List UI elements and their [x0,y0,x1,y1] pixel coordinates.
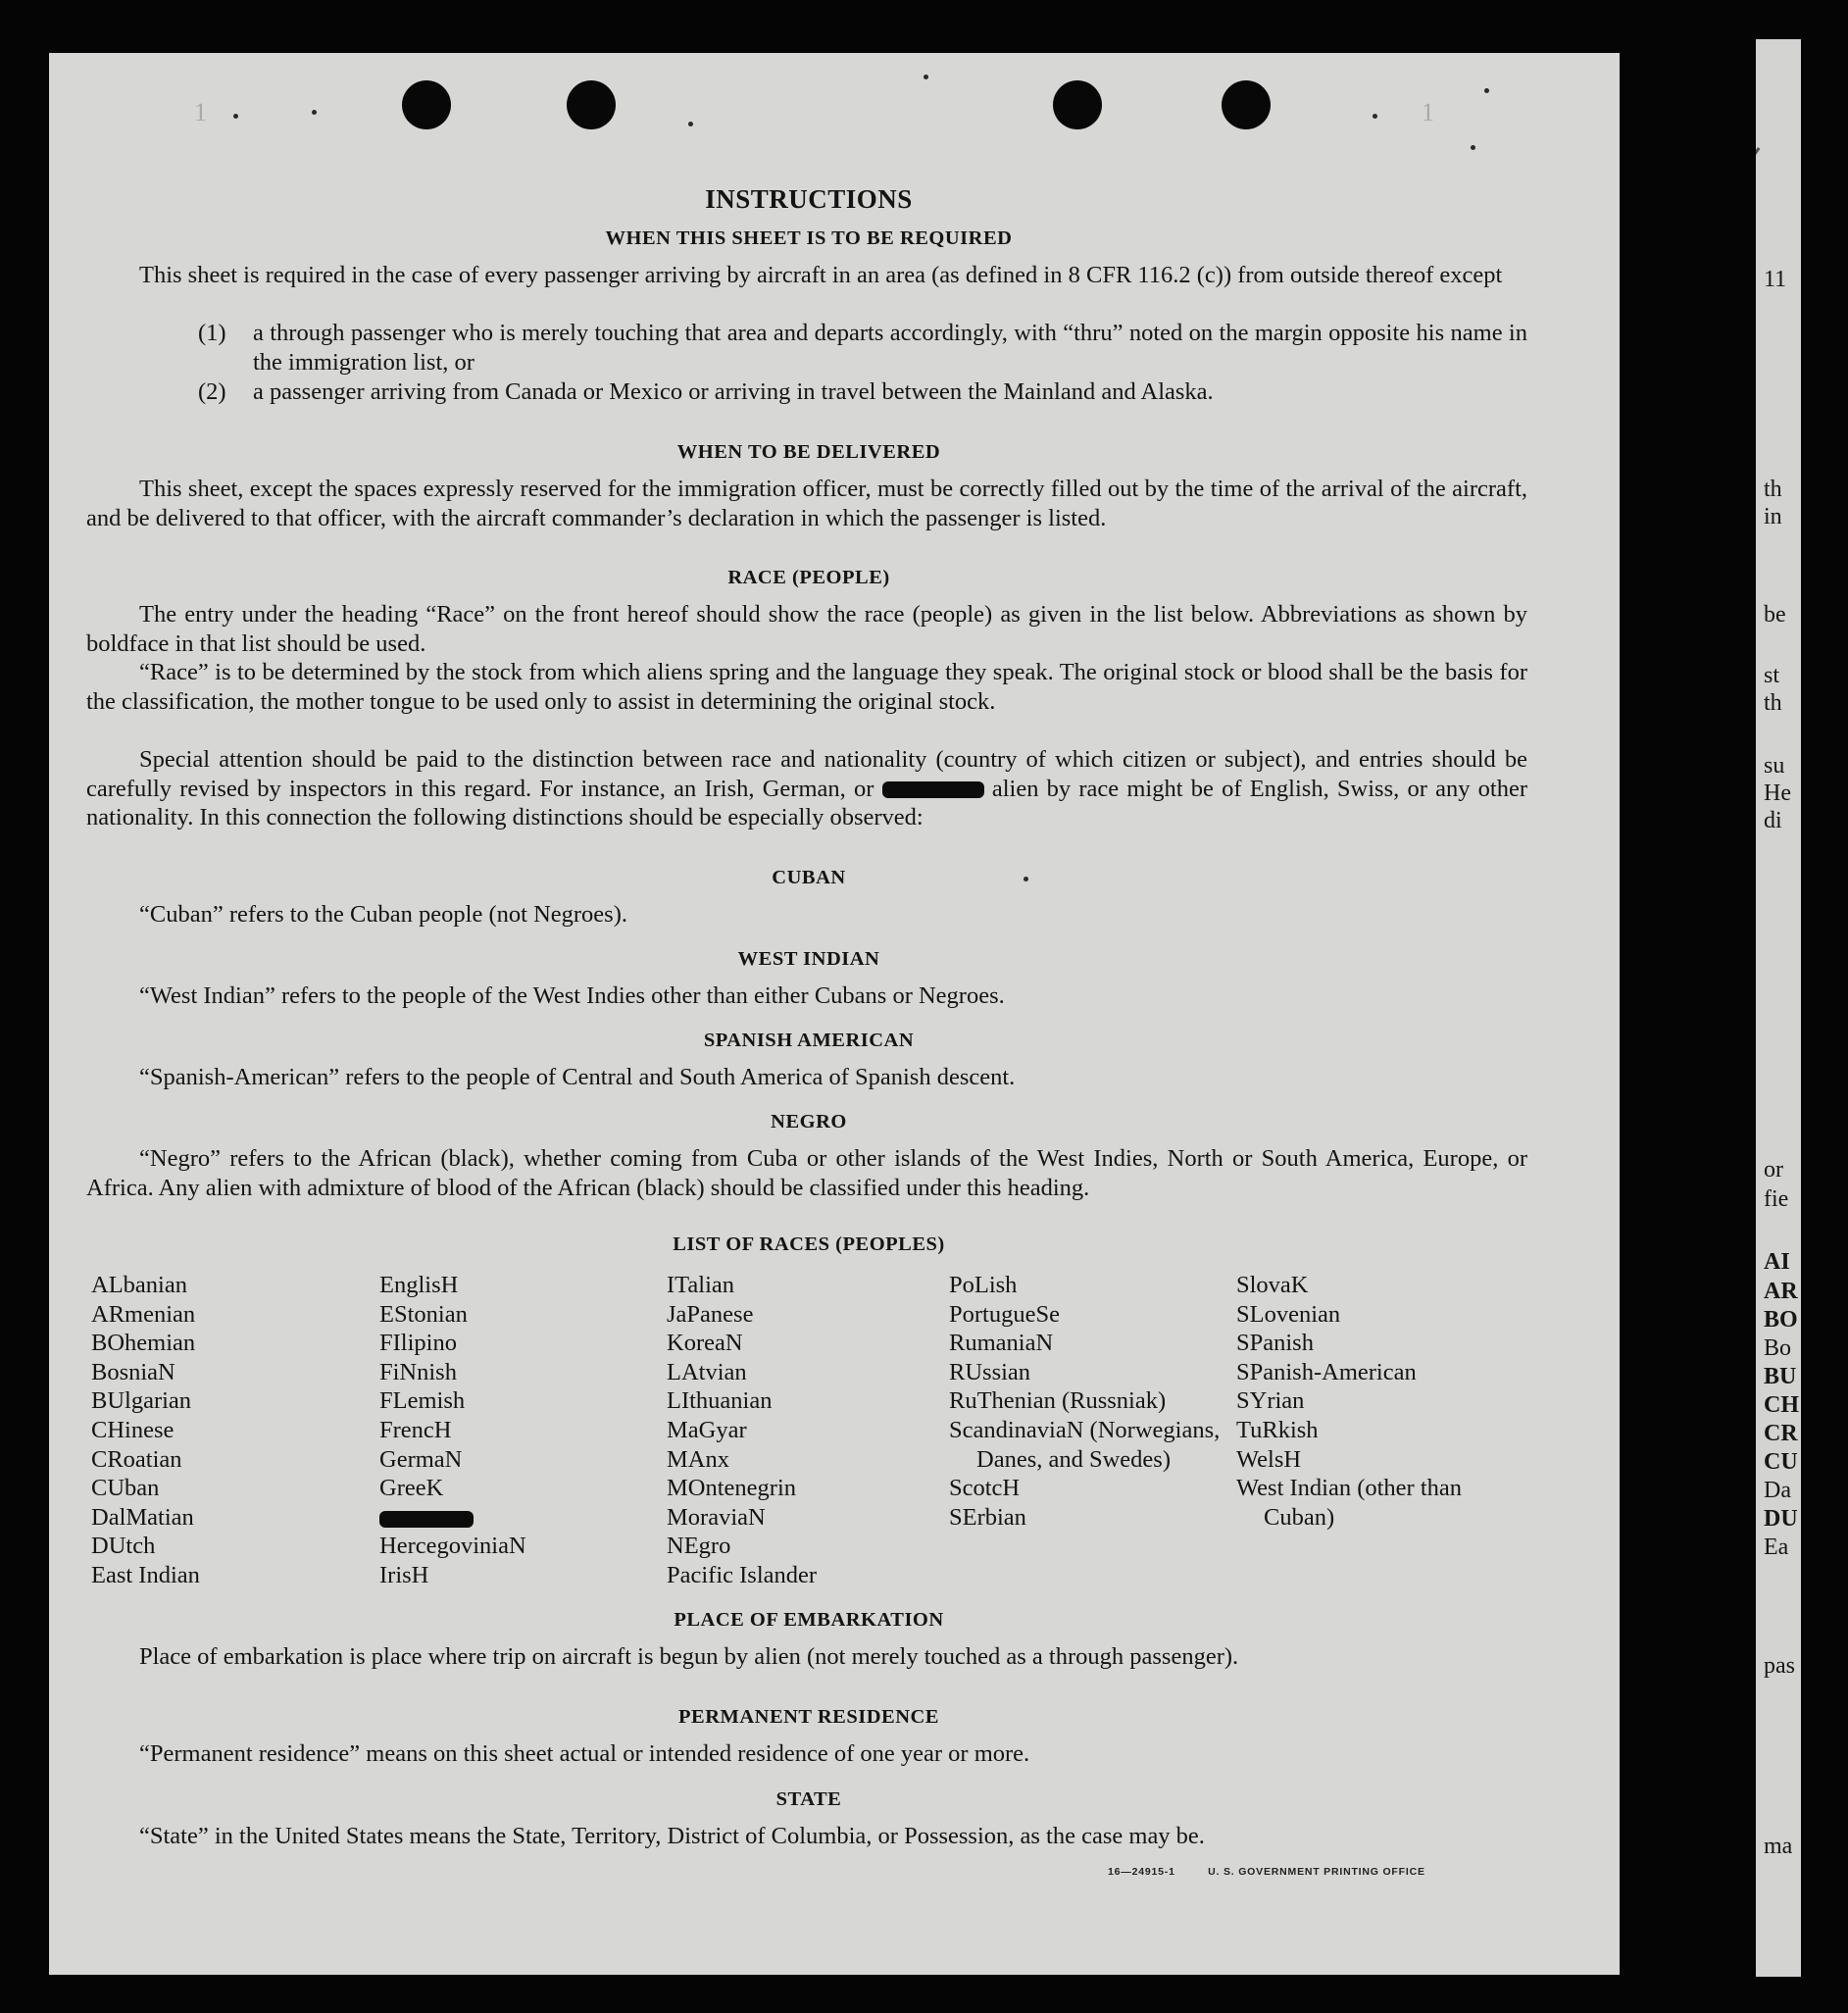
adjacent-page-edge [1756,39,1801,1977]
list-item: ScandinaviaN (Norwegians, Danes, and Swedes) [949,1416,1221,1473]
paragraph-negro: “Negro” refers to the African (black), whether coming from Cuba or other islands of the West Indies, North or South America, Europe, or Africa. Any alien with admixture of blood of the African (black) should be classified under this heading. [86,1145,1527,1201]
races-column-1 [91,1271,385,1590]
list-item: BOhemian [91,1330,196,1357]
section-heading-races-list: LIST OF RACES (PEOPLES) [673,1233,945,1255]
list-item: LIthuanian [667,1387,773,1415]
list-item: MAnx [667,1445,729,1473]
section-heading-when-delivered: WHEN TO BE DELIVERED [676,441,941,463]
adjacent-text-fragment: He [1764,780,1791,806]
adjacent-text-fragment: AI [1764,1249,1790,1275]
paragraph-when-required: This sheet is required in the case of every passenger arriving by aircraft in an area (as defined in 8 CFR 116.2 (c)) from outside thereof except [139,262,1503,288]
adjacent-text-fragment: DU [1764,1506,1798,1532]
section-heading-when-required: WHEN THIS SHEET IS TO BE REQUIRED [605,227,1013,249]
paragraph-state: “State” in the United States means the State, Territory, District of Columbia, or Possession, as the case may be. [139,1823,1205,1849]
pen-stroke [1756,147,1760,205]
section-heading-spanish-american: SPANISH AMERICAN [703,1030,915,1051]
list-item: CUban [91,1475,160,1502]
list-item: SlovaK [1236,1272,1309,1298]
paragraph-race-2: “Race” is to be determined by the stock from which aliens spring and the language they speak. The original stock or blood shall be the basis for the classification, the mother tongue to be used only to assist in determining the original stock. [86,659,1527,715]
list-item: GreeK [379,1475,444,1502]
section-heading-residence: PERMANENT RESIDENCE [678,1706,939,1728]
section-heading-negro: NEGRO [771,1111,847,1132]
list-item-exception-1 [198,319,1527,377]
adjacent-text-fragment: fie [1764,1186,1789,1212]
paragraph-spanish-american: “Spanish-American” refers to the people of Central and South America of Spanish descent. [139,1064,1016,1090]
dust-speck [233,114,238,119]
document-page [49,53,1620,1975]
paragraph-race-3-start: Special attention should be paid to the distinction between race and nationality (country of which citizen or subject), and entries should be carefully revised by inspectors in this regard. For instance, an Irish, German, or [86,746,1527,802]
list-item: JaPanese [667,1300,754,1328]
list-item-redacted [379,1503,674,1533]
list-item: DUtch [91,1533,156,1560]
races-column-3 [667,1271,961,1590]
list-item: ScotcH [949,1475,1021,1502]
section-heading-cuban: CUBAN [772,867,846,888]
dust-speck [1484,88,1489,93]
adjacent-text-fragment: CR [1764,1421,1798,1446]
list-item: FiNnish [379,1358,457,1385]
list-item: FIlipino [379,1330,457,1357]
adjacent-text-fragment: BO [1764,1307,1798,1333]
list-item: MOntenegrin [667,1475,796,1502]
list-item: CHinese [91,1416,175,1443]
adjacent-text-fragment: CU [1764,1449,1798,1475]
adjacent-text-fragment: Ea [1764,1535,1789,1560]
redaction-mark [882,781,984,798]
adjacent-text-fragment: Da [1764,1478,1791,1503]
list-item: EnglisH [379,1272,459,1298]
list-item: DalMatian [91,1503,194,1531]
paragraph-race-3-end: alien by race might be of English, Swiss, or any other nationality. In this connection the following distinctions should be especially observed: [86,775,1527,830]
list-item: IrisH [379,1561,429,1588]
list-item: NEgro [667,1533,731,1560]
races-column-4 [949,1271,1243,1532]
list-item: RumaniaN [949,1330,1054,1357]
list-item: HercegoviniaN [379,1533,526,1560]
paragraph-when-delivered: This sheet, except the spaces expressly reserved for the immigration officer, must be correctly filled out by the time of the arrival of the aircraft, and be delivered to that officer, with the aircraft commander’s declaration in which the passenger is listed. [86,476,1527,531]
adjacent-text-fragment: th [1764,477,1782,502]
paragraph-race-1: The entry under the heading “Race” on the front hereof should show the race (people) as given in the list below. Abbreviations as shown by boldface in that list should be used. [86,601,1527,657]
section-heading-state: STATE [775,1788,842,1810]
list-item: SYrian [1236,1387,1305,1415]
list-item: FrencH [379,1416,452,1443]
list-item: RUssian [949,1358,1031,1385]
adjacent-text-fragment: 11 [1764,267,1787,292]
list-item: CRoatian [91,1445,182,1473]
list-item-exception-2 [198,377,1527,407]
adjacent-text-fragment: di [1764,808,1782,833]
list-item: ARmenian [91,1300,196,1328]
races-column-5 [1236,1271,1530,1532]
dust-speck [1373,114,1377,119]
adjacent-text-fragment: or [1764,1157,1783,1183]
adjacent-text-fragment: pas [1764,1653,1795,1679]
page-title: INSTRUCTIONS [705,184,913,214]
dust-speck [924,75,928,79]
paragraph-cuban: “Cuban” refers to the Cuban people (not Negroes). [139,901,627,928]
dust-speck [688,122,693,126]
list-item: GermaN [379,1445,463,1473]
paragraph-embarkation: Place of embarkation is place where trip on aircraft is begun by alien (not merely touched as a through passenger). [139,1643,1239,1670]
list-item: SPanish [1236,1330,1314,1357]
list-item: BosniaN [91,1358,175,1385]
printer-imprint [1108,1866,1425,1878]
adjacent-text-fragment: su [1764,753,1785,779]
list-item: FLemish [379,1387,466,1415]
list-item: PoLish [949,1272,1018,1298]
list-item: SLovenian [1236,1300,1341,1328]
dust-speck [1471,145,1475,150]
list-item: ALbanian [91,1272,187,1298]
list-item-number: (1) [198,320,226,346]
adjacent-text-fragment: Bo [1764,1335,1792,1361]
list-item: EStonian [379,1300,468,1328]
adjacent-text-fragment: st [1764,663,1780,688]
adjacent-text-fragment: be [1764,602,1786,628]
adjacent-text-fragment: BU [1764,1364,1797,1389]
list-item: KoreaN [667,1330,743,1357]
adjacent-text-fragment: CH [1764,1392,1799,1418]
form-number: 16—24915-1 [1108,1866,1175,1878]
list-item: WelsH [1236,1445,1302,1473]
list-item: TuRkish [1236,1416,1319,1443]
list-item: SPanish-American [1236,1358,1417,1385]
list-item: RuThenian (Russniak) [949,1387,1167,1415]
punch-hole [567,80,616,129]
bleed-through-mark: 1 [194,98,207,126]
list-item: ITalian [667,1272,735,1298]
list-item-text: a through passenger who is merely touching that area and departs accordingly, with “thru” noted on the margin opposite his name in the immigration list, or [253,320,1527,376]
dust-speck [312,110,317,115]
bleed-through-mark: 1 [1422,98,1434,126]
paragraph-west-indian: “West Indian” refers to the people of the West Indies other than either Cubans or Negroes. [139,982,1005,1009]
list-item: Pacific Islander [667,1561,818,1588]
punch-hole [402,80,451,129]
section-heading-race: RACE (PEOPLE) [727,567,890,588]
punch-hole [1053,80,1102,129]
adjacent-text-fragment: AR [1764,1279,1798,1304]
list-item: East Indian [91,1561,200,1588]
paragraph-race-3 [86,745,1527,832]
list-item: BUlgarian [91,1387,192,1415]
list-item: SErbian [949,1503,1026,1531]
redaction-mark [379,1511,474,1528]
list-item: MaGyar [667,1416,747,1443]
section-heading-west-indian: WEST INDIAN [737,948,880,970]
printer-name: U. S. GOVERNMENT PRINTING OFFICE [1208,1866,1425,1878]
adjacent-text-fragment: in [1764,504,1782,529]
adjacent-text-fragment: ma [1764,1834,1793,1859]
list-item: PortugueSe [949,1300,1060,1328]
paragraph-residence: “Permanent residence” means on this sheet actual or intended residence of one year or more. [139,1740,1030,1767]
list-item: LAtvian [667,1358,747,1385]
races-column-2 [379,1271,674,1590]
list-item: MoraviaN [667,1503,766,1531]
section-heading-embarkation: PLACE OF EMBARKATION [674,1609,944,1631]
list-item: West Indian (other than Cuban) [1236,1475,1463,1531]
punch-hole [1222,80,1271,129]
adjacent-text-fragment: th [1764,690,1782,716]
list-item-text: a passenger arriving from Canada or Mexico or arriving in travel between the Mainland and Alaska. [253,378,1214,405]
list-item-number: (2) [198,378,226,405]
